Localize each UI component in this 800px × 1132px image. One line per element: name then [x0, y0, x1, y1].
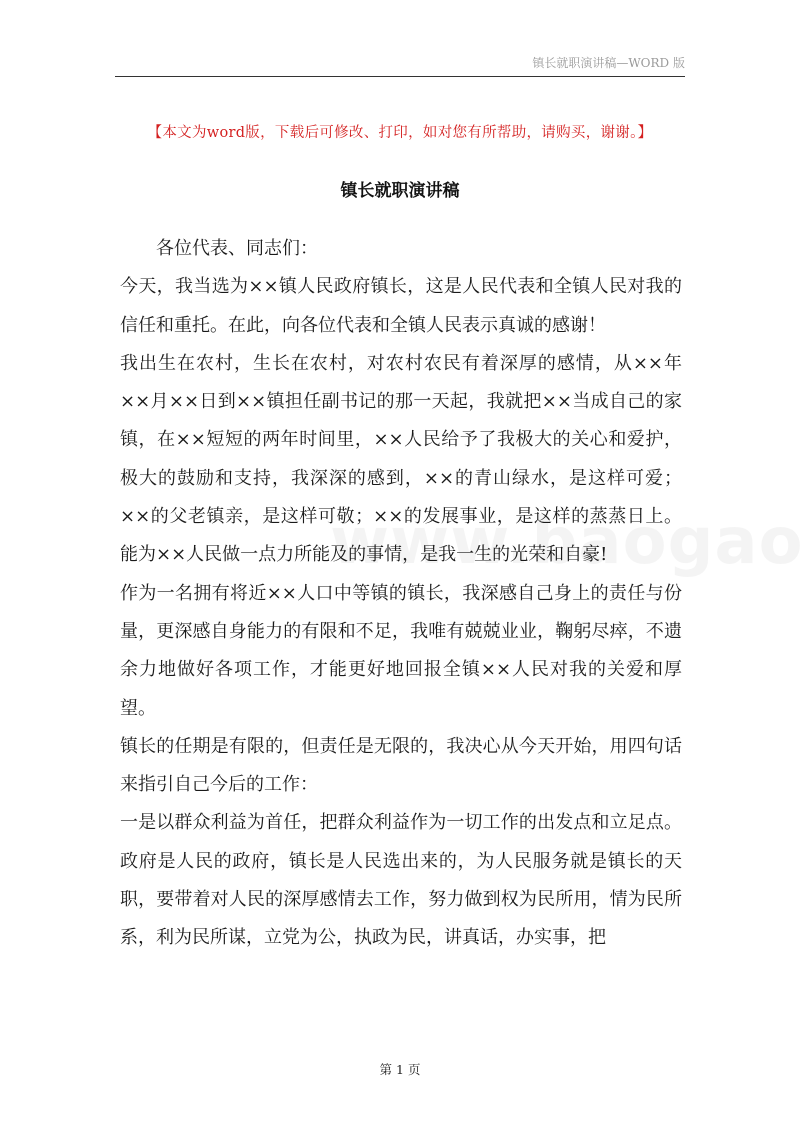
page-number: 第 1 页 [379, 1062, 421, 1077]
paragraph: 镇长的任期是有限的，但责任是无限的，我决心从今天开始，用四句话来指引自己今后的工作： [120, 735, 682, 796]
document-title: 镇长就职演讲稿 [340, 181, 460, 201]
paragraph: 我出生在农村，生长在农村，对农村农民有着深厚的感情，从××年××月××日到××镇担任副书记的那一天起，我就把××当成自己的家镇，在××短短的两年时间里，××人民给予了我极大的关心和爱护，极大的鼓励和支持，我深深的感到，××的青山绿水，是这样可爱；××的父老镇亲，是这样可敬；××的发展事业，是这样的蒸蒸日上。能为××人民做一点力所能及的事情，是我一生的光荣和自豪! [120, 352, 682, 566]
header-rule [115, 76, 685, 77]
paragraph: 作为一名拥有将近××人口中等镇的镇长，我深感自己身上的责任与份量，更深感自身能力的有限和不足，我唯有兢兢业业，鞠躬尽瘁，不遗余力地做好各项工作，才能更好地回报全镇××人民对我的关爱和厚望。 [120, 582, 682, 719]
running-header: 镇长就职演讲稿—WORD 版 [532, 56, 685, 70]
purchase-notice: 【本文为word版，下载后可修改、打印，如对您有所帮助，请购买，谢谢。】 [147, 125, 653, 141]
paragraph: 今天，我当选为××镇人民政府镇长，这是人民代表和全镇人民对我的信任和重托。在此，向各位代表和全镇人民表示真诚的感谢！ [120, 276, 682, 336]
document-body [120, 230, 682, 958]
paragraph-salutation: 各位代表、同志们： [156, 238, 318, 259]
paragraph: 一是以群众利益为首任，把群众利益作为一切工作的出发点和立足点。政府是人民的政府，镇长是人民选出来的，为人民服务就是镇长的天职，要带着对人民的深厚感情去工作，努力做到权为民所用，情为民所系，利为民所谋，立党为公，执政为民，讲真话，办实事，把 [120, 812, 682, 949]
